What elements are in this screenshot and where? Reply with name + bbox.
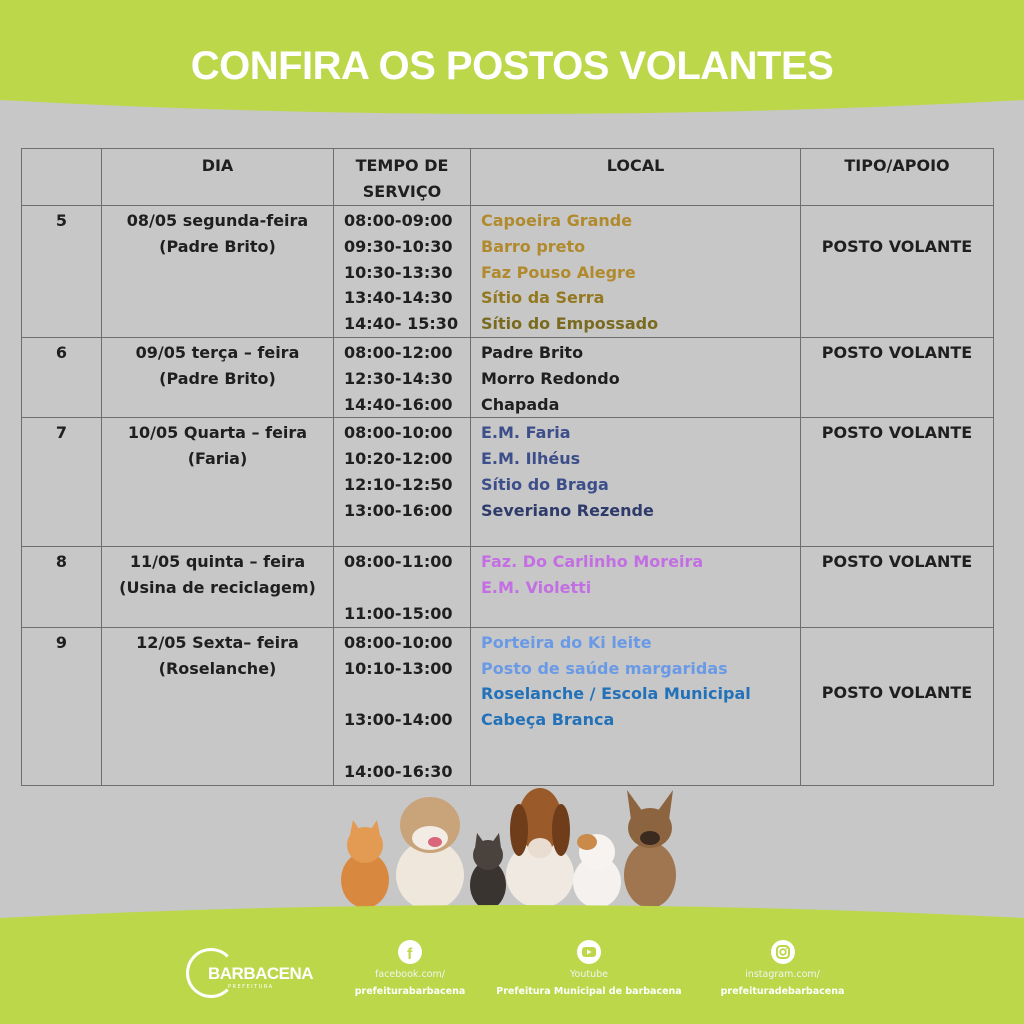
time-slot: 13:00-16:00 [344,500,453,520]
youtube-line2: Prefeitura Municipal de barbacena [496,986,682,997]
table-row [22,627,994,785]
time-slot: 13:40-14:30 [344,288,453,308]
time-slot: 08:00-12:00 [344,342,453,362]
local-item: Padre Brito [481,342,584,362]
instagram-link[interactable] [710,940,855,997]
time-slot: 09:30-10:30 [344,236,453,256]
facebook-line1: facebook.com/ [375,969,445,980]
time-slot: 10:20-12:00 [344,449,453,469]
time-slot: 11:00-15:00 [344,603,453,623]
row-tempo [334,627,471,785]
time-slot: 14:40-16:00 [344,394,453,414]
dia-place: (Faria) [187,449,248,469]
dia-date: 08/05 segunda-feira [126,211,309,230]
table-header-row [22,149,994,206]
local-item: Roselanche / Escola Municipal [481,684,751,704]
header-tempo [334,149,471,206]
header-tipo: TIPO/APOIO [801,149,994,206]
local-item: Morro Redondo [481,368,620,388]
row-dia [102,627,334,785]
pets-illustration [335,780,685,910]
time-slot: 14:00-16:30 [344,761,453,781]
time-slot: 08:00-10:00 [344,423,453,443]
time-slot: 08:00-09:00 [344,211,453,230]
row-tempo [334,337,471,417]
tipo-label: POSTO VOLANTE [821,682,973,702]
schedule-table [21,148,994,786]
instagram-line2: prefeituradebarbacena [720,986,845,997]
local-item: Posto de saúde margaridas [481,658,728,678]
local-item: Sítio da Serra [481,288,605,308]
row-dia [102,418,334,547]
row-local [471,627,801,785]
tipo-label: POSTO VOLANTE [821,342,973,362]
local-item: Severiano Rezende [481,500,654,520]
row-number: 5 [22,206,102,338]
logo-name: BARBACENA [208,964,314,983]
row-local [471,337,801,417]
time-spacer [344,575,470,601]
header-cell-blank [22,149,102,206]
row-dia [102,547,334,627]
instagram-icon [771,940,795,964]
facebook-line2: prefeiturabarbacena [354,986,466,997]
dia-place: (Usina de reciclagem) [119,578,316,598]
table-row [22,337,994,417]
dia-place: (Roselanche) [158,658,277,678]
row-tipo [801,418,994,547]
local-item: Faz Pouso Alegre [481,262,636,282]
dia-date: 12/05 Sexta– feira [136,632,299,652]
local-item: Cabeça Branca [481,710,615,730]
table-row [22,418,994,547]
table-row [22,206,994,338]
header-banner [0,0,1024,125]
time-slot: 08:00-11:00 [344,552,453,572]
local-item: Porteira do Ki leite [481,632,652,652]
time-slot: 10:10-13:00 [344,658,453,678]
row-tipo [801,627,994,785]
local-item: E.M. Violetti [481,578,592,598]
row-number: 7 [22,418,102,547]
youtube-line1: Youtube [570,969,608,980]
header-local: LOCAL [471,149,801,206]
time-slot: 13:00-14:00 [344,710,453,730]
header-tempo-line1: TEMPO DE [355,156,449,175]
row-local [471,418,801,547]
tipo-label: POSTO VOLANTE [821,552,973,572]
time-slot: 12:30-14:30 [344,368,453,388]
time-slot: 14:40- 15:30 [344,314,459,334]
dia-date: 11/05 quinta – feira [129,552,306,572]
row-local [471,547,801,627]
row-number: 6 [22,337,102,417]
local-item: Sítio do Braga [481,474,609,494]
row-tipo [801,547,994,627]
facebook-icon [398,940,422,964]
local-item: Sítio do Empossado [481,314,659,334]
local-item: E.M. Faria [481,423,571,443]
local-item: Faz. Do Carlinho Moreira [481,552,704,572]
tipo-label: POSTO VOLANTE [821,423,973,443]
local-item: Capoeira Grande [481,211,633,230]
header-dia: DIA [102,149,334,206]
row-tempo [334,418,471,547]
row-number: 9 [22,627,102,785]
youtube-icon [577,940,601,964]
row-local [471,206,801,338]
time-spacer [344,733,470,759]
time-slot: 12:10-12:50 [344,474,453,494]
time-slot: 08:00-10:00 [344,632,453,652]
page-title: CONFIRA OS POSTOS VOLANTES [190,44,834,88]
row-number: 8 [22,547,102,627]
dia-place: (Padre Brito) [159,368,276,388]
logo-sub: PREFEITURA [228,984,274,990]
tipo-label: POSTO VOLANTE [821,237,973,256]
row-tipo [801,206,994,338]
barbacena-logo [186,948,316,1000]
facebook-link[interactable] [345,940,475,997]
row-dia [102,337,334,417]
table-row [22,547,994,627]
row-dia [102,206,334,338]
instagram-line1: instagram.com/ [745,969,820,980]
local-item: E.M. Ilhéus [481,449,581,469]
row-tipo [801,337,994,417]
header-tempo-line2: SERVIÇO [362,182,442,201]
dia-place: (Padre Brito) [159,236,276,256]
row-tempo [334,547,471,627]
dia-date: 09/05 terça – feira [135,342,300,362]
row-tempo [334,206,471,338]
youtube-link[interactable] [494,940,684,997]
dia-date: 10/05 Quarta – feira [127,423,308,443]
local-item: Chapada [481,394,560,414]
time-spacer [344,681,470,707]
time-slot: 10:30-13:30 [344,262,453,282]
svg-text:f: f [407,946,413,963]
local-item: Barro preto [481,236,586,256]
